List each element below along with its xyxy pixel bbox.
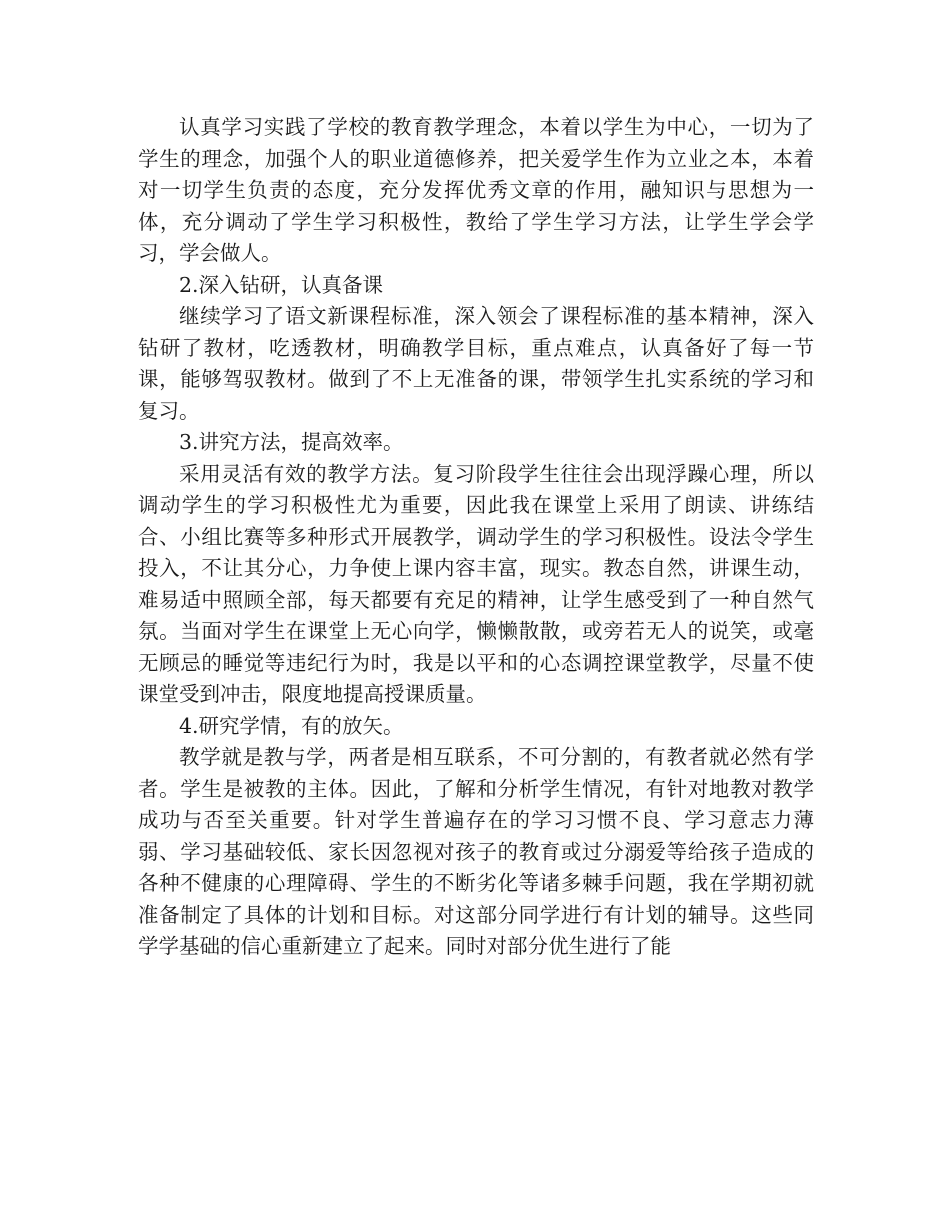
paragraph-student-study: 教学就是教与学，两者是相互联系，不可分割的，有教者就必然有学者。学生是被教的主体。因此，了解和分析学生情况，有针对地教对教学成功与否至关重要。针对学生普遍存在的学习习惯不良、学习意志力薄弱、学习基础较低、家长因忽视对孩子的教育或过分溺爱等给孩子造成的各种不健康的心理障碍、学生的不断劣化等诸多棘手问题，我在学期初就准备制定了具体的计划和目标。对这部分同学进行有计划的辅导。这些同学学基础的信心重新建立了起来。同时对部分优生进行了能 <box>138 745 814 958</box>
paragraph-lesson-prep: 继续学习了语文新课程标准，深入领会了课程标准的基本精神，深入钻研了教材，吃透教材，明确教学目标，重点难点，认真备好了每一节课，能够驾驭教材。做到了不上无准备的课，带领学生扎实系统的学习和复习。 <box>138 304 814 423</box>
document-page <box>138 112 814 963</box>
section-heading-lesson-prep: 2.深入钻研，认真备课 <box>179 272 384 297</box>
section-heading-student-study: 4.研究学情，有的放矢。 <box>179 713 404 738</box>
section-heading-methods: 3.讲究方法，提高效率。 <box>179 430 404 454</box>
paragraph-methods: 采用灵活有效的教学方法。复习阶段学生往往会出现浮躁心理，所以调动学生的学习积极性尤为重要，因此我在课堂上采用了朗读、讲练结合、小组比赛等多种形式开展教学，调动学生的学习积极性。设法令学生投入，不让其分心，力争使上课内容丰富，现实。教态自然，讲课生动，难易适中照顾全部，每天都要有充足的精神，让学生感受到了一种自然气氛。当面对学生在课堂上无心向学，懒懒散散，或旁若无人的说笑，或毫无顾忌的睡觉等违纪行为时，我是以平和的心态调控课堂教学，尽量不使课堂受到冲击，限度地提高授课质量。 <box>138 461 814 706</box>
paragraph-teaching-philosophy: 认真学习实践了学校的教育教学理念，本着以学生为中心，一切为了学生的理念，加强个人的职业道德修养，把关爱学生作为立业之本，本着对一切学生负责的态度，充分发挥优秀文章的作用，融知识与思想为一体，充分调动了学生学习积极性，教给了学生学习方法，让学生学会学习，学会做人。 <box>138 115 814 265</box>
